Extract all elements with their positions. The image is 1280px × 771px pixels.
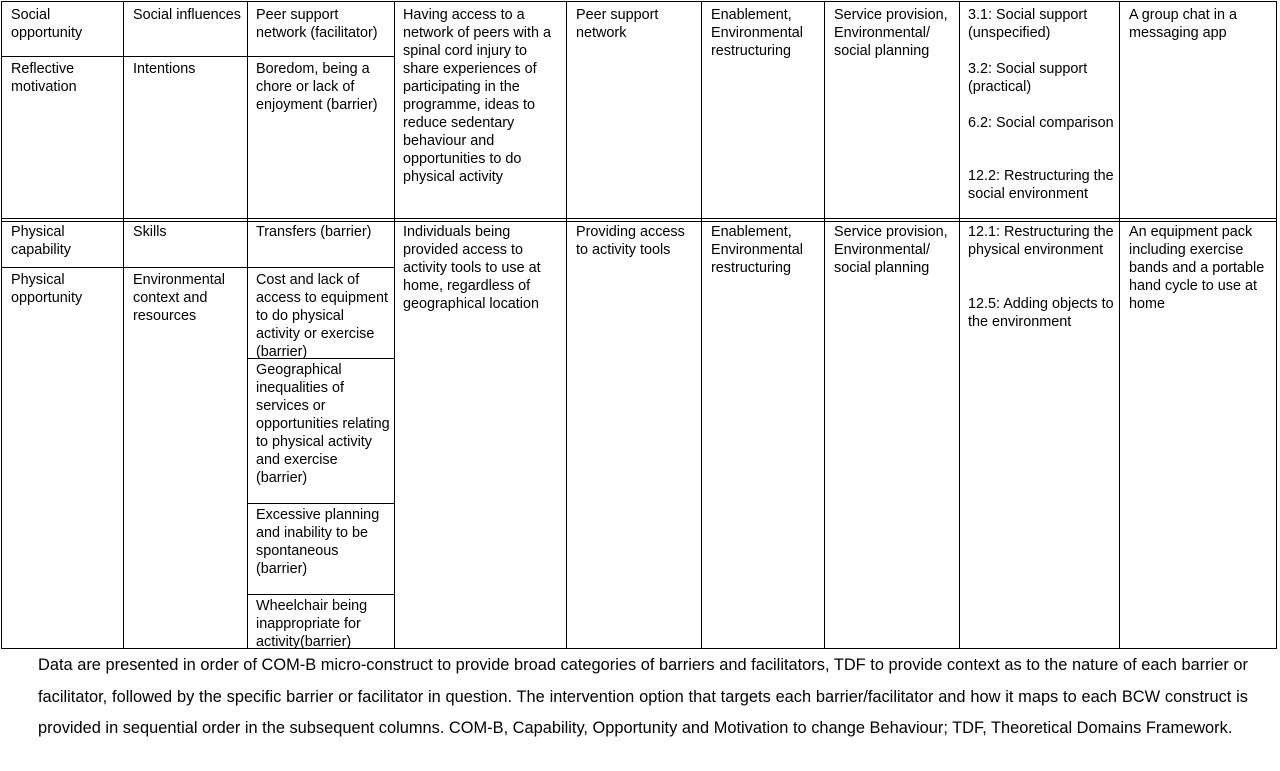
sub-row-divider bbox=[2, 267, 394, 268]
data-table bbox=[1, 1, 1277, 649]
sub-row-divider bbox=[247, 503, 394, 504]
com-b-cell: Social opportunity bbox=[11, 7, 83, 41]
functions-cell: Enablement, Environmental restructuring bbox=[711, 7, 803, 59]
component-cell: Peer support network bbox=[576, 7, 659, 41]
barrier-cell: Excessive planning and inability to be spontaneous (barrier) bbox=[256, 507, 380, 577]
sub-row-divider bbox=[247, 594, 394, 595]
functions-cell: Enablement, Environmental restructuring bbox=[711, 224, 803, 276]
component-cell: Providing access to activity tools bbox=[576, 224, 685, 258]
tdf-cell: Skills bbox=[133, 224, 167, 240]
com-b-cell: Physical capability bbox=[11, 224, 71, 258]
policy-cell: Service provision, Environmental/ social planning bbox=[834, 7, 948, 59]
column-divider bbox=[701, 2, 702, 648]
com-b-cell: Reflective motivation bbox=[11, 61, 77, 95]
bct-cell: 12.1: Restructuring the physical environment bbox=[968, 224, 1114, 258]
tdf-cell: Social influences bbox=[133, 7, 241, 23]
table-footnote: Data are presented in order of COM-B micro-construct to provide broad categories of barriers and facilitators, TDF to provide context as to the nature of each barrier or facilitator, followed by the specific barrier or facilitator in question. The intervention option that targets each barrier/facilitator and how it maps to each BCW construct is provided in sequential order in the subsequent columns. COM-B, Capability, Opportunity and Motivation to change Behaviour; TDF, Theoretical Domains Framework. bbox=[38, 656, 1248, 737]
sub-row-divider bbox=[2, 56, 394, 57]
mode-cell: A group chat in a messaging app bbox=[1129, 7, 1238, 41]
bct-cell: 3.1: Social support (unspecified) bbox=[968, 7, 1088, 41]
column-divider bbox=[1119, 2, 1120, 648]
barrier-cell: Transfers (barrier) bbox=[256, 224, 372, 240]
row-divider bbox=[2, 218, 1276, 222]
intervention-cell: Individuals being provided access to activity tools to use at home, regardless of geographical location bbox=[403, 224, 541, 312]
column-divider bbox=[824, 2, 825, 648]
bct-cell: 3.2: Social support (practical) bbox=[968, 61, 1088, 95]
barrier-cell: Peer support network (facilitator) bbox=[256, 7, 378, 41]
bct-cell: 6.2: Social comparison bbox=[968, 115, 1114, 131]
policy-cell: Service provision, Environmental/ social planning bbox=[834, 224, 948, 276]
column-divider bbox=[247, 2, 248, 648]
com-b-cell: Physical opportunity bbox=[11, 272, 83, 306]
barrier-cell: Boredom, being a chore or lack of enjoyment (barrier) bbox=[256, 61, 378, 113]
column-divider bbox=[566, 2, 567, 648]
tdf-cell: Intentions bbox=[133, 61, 196, 77]
mode-cell: An equipment pack including exercise bands and a portable hand cycle to use at home bbox=[1129, 224, 1265, 312]
bct-cell: 12.2: Restructuring the social environment bbox=[968, 168, 1114, 202]
column-divider bbox=[123, 2, 124, 648]
column-divider bbox=[959, 2, 960, 648]
bct-cell: 12.5: Adding objects to the environment bbox=[968, 296, 1114, 330]
intervention-cell: Having access to a network of peers with a spinal cord injury to share experiences of participating in the programme, ideas to reduce sedentary behaviour and opportunities to do physical activity bbox=[403, 7, 551, 185]
barrier-cell: Cost and lack of access to equipment to do physical activity or exercise (barrier) bbox=[256, 272, 388, 360]
barrier-cell: Wheelchair being inappropriate for activity(barrier) bbox=[256, 598, 368, 650]
column-divider bbox=[394, 2, 395, 648]
barrier-cell: Geographical inequalities of services or opportunities relating to physical activity and exercise (barrier) bbox=[256, 362, 390, 486]
tdf-cell: Environmental context and resources bbox=[133, 272, 225, 324]
